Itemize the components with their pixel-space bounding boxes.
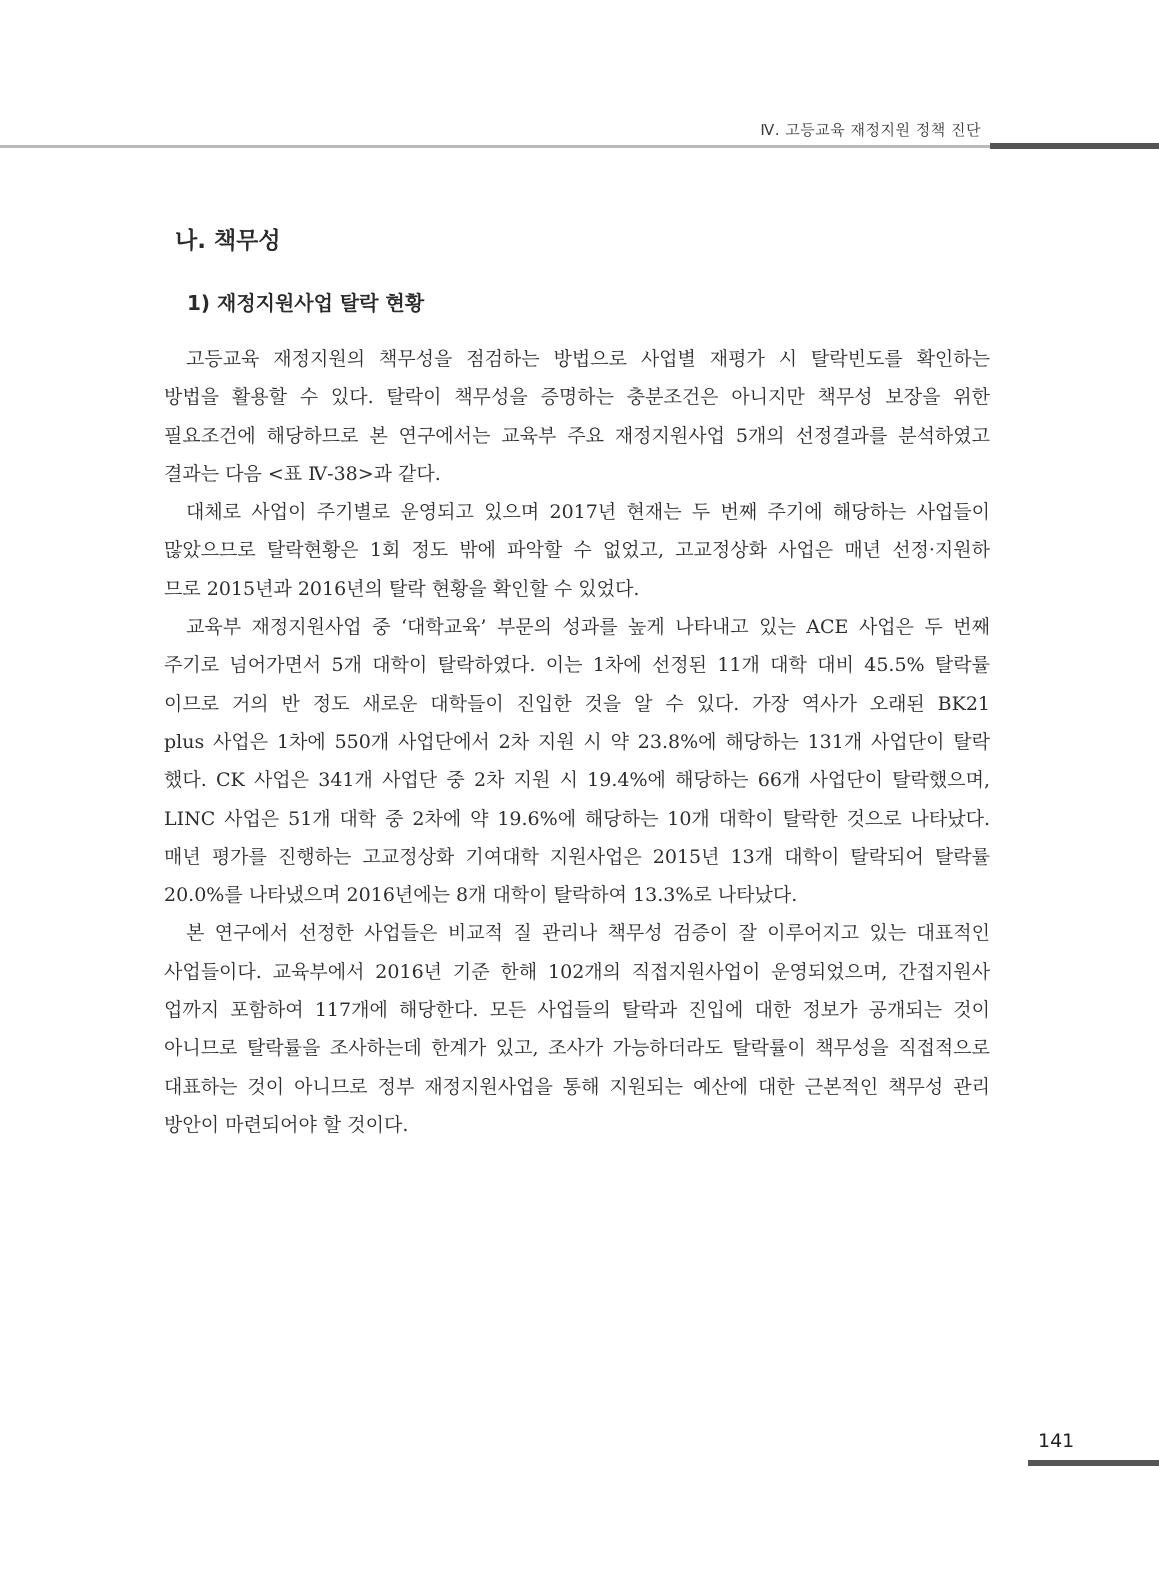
paragraph-2-line-3: 므로 2015년과 2016년의 탈락 현황을 확인할 수 있었다. xyxy=(164,577,640,600)
running-header: Ⅳ. 고등교육 재정지원 정책 진단 xyxy=(760,121,981,139)
section-title: 나. 책무성 xyxy=(175,228,281,254)
paragraph-3-line-7: 매년 평가를 진행하는 고교정상화 기여대학 지원사업은 2015년 13개 대학이 탈락되어 탈락률 xyxy=(164,845,990,868)
paragraph-2-line-1: 대체로 사업이 주기별로 운영되고 있으며 2017년 현재는 두 번째 주기에 해당하는 사업들이 xyxy=(186,501,990,524)
paragraph-2-line-2: 많았으므로 탈락현황은 1회 정도 밖에 파악할 수 없었고, 고교정상화 사업은 매년 선정·지원하 xyxy=(164,539,990,562)
paragraph-4-line-6: 방안이 마련되어야 할 것이다. xyxy=(164,1113,409,1136)
subsection-title: 1) 재정지원사업 탈락 현황 xyxy=(187,291,425,315)
paragraph-1-line-4: 결과는 다음 <표 Ⅳ-38>과 같다. xyxy=(164,462,441,485)
paragraph-3-line-1: 교육부 재정지원사업 중 ‘대학교육’ 부문의 성과를 높게 나타내고 있는 ACE 사업은 두 번째 xyxy=(186,616,990,639)
paragraph-4-line-3: 업까지 포함하여 117개에 해당한다. 모든 사업들의 탈락과 진입에 대한 정보가 공개되는 것이 xyxy=(164,999,990,1022)
paragraph-1-line-3: 필요조건에 해당하므로 본 연구에서는 교육부 주요 재정지원사업 5개의 선정결과를 분석하였고 xyxy=(164,424,990,447)
paragraph-4-line-2: 사업들이다. 교육부에서 2016년 기준 한해 102개의 직접지원사업이 운영되었으며, 간접지원사 xyxy=(164,960,990,983)
paragraph-1-line-2: 방법을 활용할 수 있다. 탈락이 책무성을 증명하는 충분조건은 아니지만 책무성 보장을 위한 xyxy=(164,386,990,409)
paragraph-4-line-1: 본 연구에서 선정한 사업들은 비교적 질 관리나 책무성 검증이 잘 이루어지고 있는 대표적인 xyxy=(186,922,990,945)
paragraph-4-line-4: 아니므로 탈락률을 조사하는데 한계가 있고, 조사가 가능하더라도 탈락률이 책무성을 직접적으로 xyxy=(164,1037,990,1060)
paragraph-3-line-3: 이므로 거의 반 정도 새로운 대학들이 진입한 것을 알 수 있다. 가장 역사가 오래된 BK21 xyxy=(164,692,990,715)
paragraph-3-line-6: LINC 사업은 51개 대학 중 2차에 약 19.6%에 해당하는 10개 대학이 탈락한 것으로 나타났다. xyxy=(164,807,990,830)
paragraph-3-line-2: 주기로 넘어가면서 5개 대학이 탈락하였다. 이는 1차에 선정된 11개 대학 대비 45.5% 탈락률 xyxy=(164,654,990,677)
page-number: 141 xyxy=(1038,1430,1075,1452)
header-accent-bar xyxy=(990,143,1159,149)
paragraph-3-line-5: 했다. CK 사업은 341개 사업단 중 2차 지원 시 19.4%에 해당하는 66개 사업단이 탈락했으며, xyxy=(164,769,990,792)
paragraph-4-line-5: 대표하는 것이 아니므로 정부 재정지원사업을 통해 지원되는 예산에 대한 근본적인 책무성 관리 xyxy=(164,1075,990,1098)
paragraph-3-line-4: plus 사업은 1차에 550개 사업단에서 2차 지원 시 약 23.8%에 해당하는 131개 사업단이 탈락 xyxy=(164,730,990,753)
header-divider xyxy=(0,145,990,148)
paragraph-3-line-8: 20.0%를 나타냈으며 2016년에는 8개 대학이 탈락하여 13.3%로 나타났다. xyxy=(164,884,798,907)
body-text xyxy=(164,340,990,1144)
paragraph-1-line-1: 고등교육 재정지원의 책무성을 점검하는 방법으로 사업별 재평가 시 탈락빈도를 확인하는 xyxy=(186,348,990,370)
footer-accent-bar xyxy=(1028,1460,1159,1466)
